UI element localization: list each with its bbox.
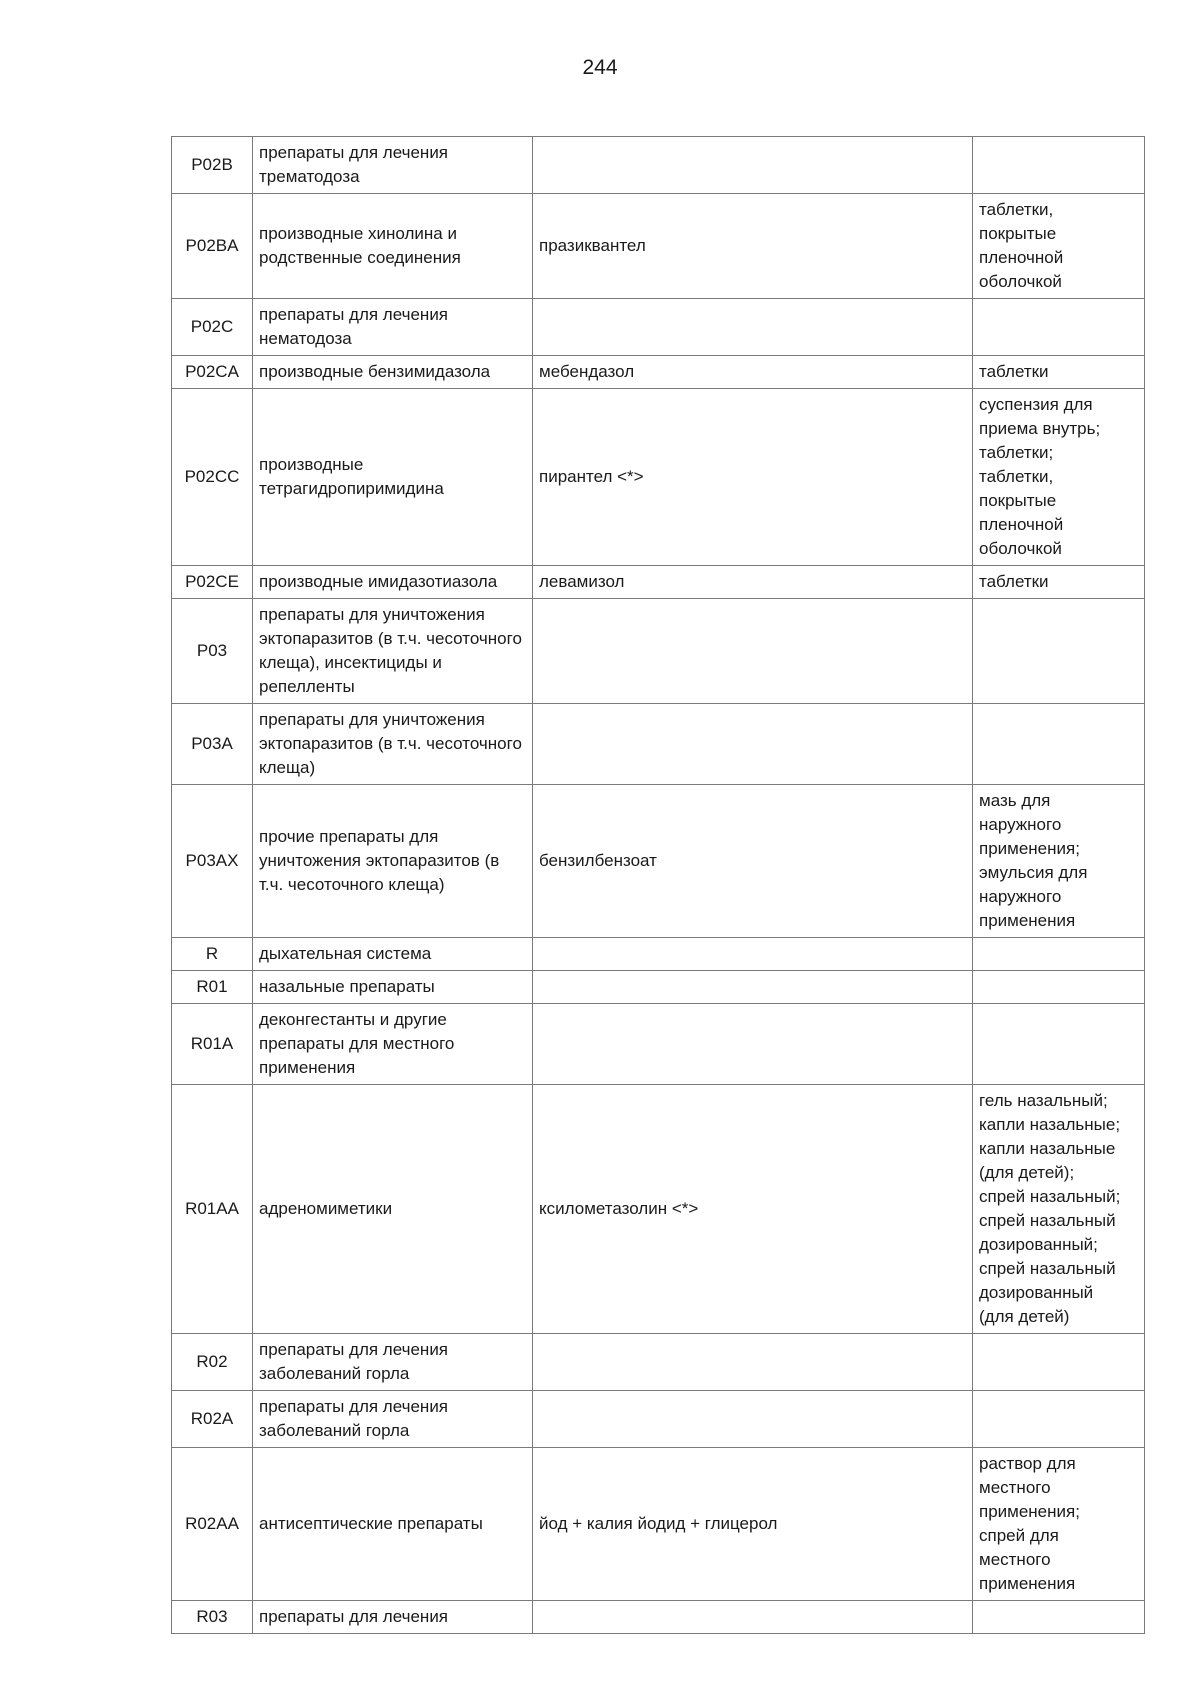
drug-name-cell: бензилбензоат [533, 785, 973, 938]
dosage-form-line: местного [979, 1550, 1051, 1569]
dosage-form-line: применения; [979, 839, 1080, 858]
dosage-form-line: применения; [979, 1502, 1080, 1521]
dosage-form-cell [973, 704, 1145, 785]
dosage-form-line: наружного [979, 887, 1062, 906]
atc-code-cell: P02CE [172, 566, 253, 599]
anatomical-group-cell: препараты для лечения нематодоза [253, 299, 533, 356]
dosage-form-line: (для детей); [979, 1163, 1075, 1182]
dosage-form-cell [973, 971, 1145, 1004]
dosage-form-line: оболочкой [979, 272, 1062, 291]
anatomical-group-cell: препараты для лечения заболеваний горла [253, 1334, 533, 1391]
drug-name-cell [533, 704, 973, 785]
atc-code-cell: R01A [172, 1004, 253, 1085]
drug-name-cell: пирантел <*> [533, 389, 973, 566]
dosage-form-cell [973, 1601, 1145, 1634]
table-row [172, 194, 1145, 299]
dosage-form-cell [973, 299, 1145, 356]
dosage-form-line: спрей назальный; [979, 1187, 1121, 1206]
dosage-form-cell [973, 1334, 1145, 1391]
dosage-form-cell [973, 566, 1145, 599]
dosage-form-line: раствор для [979, 1454, 1076, 1473]
anatomical-group-cell: препараты для лечения [253, 1601, 533, 1634]
atc-code-cell: P02C [172, 299, 253, 356]
dosage-form-line: таблетки [979, 362, 1049, 381]
dosage-form-cell [973, 137, 1145, 194]
atc-code-cell: R02 [172, 1334, 253, 1391]
atc-code-cell: R02AA [172, 1448, 253, 1601]
table-row [172, 938, 1145, 971]
anatomical-group-cell: препараты для уничтожения эктопаразитов (в т.ч. чесоточного клеща) [253, 704, 533, 785]
page-number: 244 [582, 56, 618, 79]
drug-name-cell [533, 1601, 973, 1634]
anatomical-group-cell: адреномиметики [253, 1085, 533, 1334]
atc-code-cell: R03 [172, 1601, 253, 1634]
table-row [172, 971, 1145, 1004]
anatomical-group-cell: назальные препараты [253, 971, 533, 1004]
atc-code-cell: P02CA [172, 356, 253, 389]
table-row [172, 137, 1145, 194]
drug-table [171, 136, 1145, 1634]
table-row [172, 599, 1145, 704]
anatomical-group-cell: дыхательная система [253, 938, 533, 971]
table-row [172, 356, 1145, 389]
atc-code-cell: R01AA [172, 1085, 253, 1334]
drug-name-cell: празиквантел [533, 194, 973, 299]
anatomical-group-cell: препараты для уничтожения эктопаразитов (в т.ч. чесоточного клеща), инсектициды и репелленты [253, 599, 533, 704]
table-body [172, 137, 1145, 1634]
atc-code-cell: P02CC [172, 389, 253, 566]
table-row [172, 1004, 1145, 1085]
dosage-form-line: пленочной [979, 248, 1064, 267]
anatomical-group-cell: производные бензимидазола [253, 356, 533, 389]
dosage-form-line: пленочной [979, 515, 1064, 534]
dosage-form-cell [973, 1004, 1145, 1085]
dosage-form-line: спрей назальный [979, 1259, 1116, 1278]
dosage-form-line: покрытые [979, 491, 1057, 510]
dosage-form-cell [973, 599, 1145, 704]
drug-name-cell: ксилометазолин <*> [533, 1085, 973, 1334]
dosage-form-line: оболочкой [979, 539, 1062, 558]
dosage-form-line: покрытые [979, 224, 1057, 243]
atc-code-cell: P03AX [172, 785, 253, 938]
drug-name-cell [533, 299, 973, 356]
dosage-form-line: спрей назальный [979, 1211, 1116, 1230]
anatomical-group-cell: антисептические препараты [253, 1448, 533, 1601]
drug-name-cell [533, 1004, 973, 1085]
atc-code-cell: P03A [172, 704, 253, 785]
dosage-form-line: дозированный [979, 1283, 1094, 1302]
atc-code-cell: R [172, 938, 253, 971]
drug-name-cell [533, 137, 973, 194]
drug-name-cell [533, 599, 973, 704]
dosage-form-line: приема внутрь; [979, 419, 1101, 438]
table-row [172, 1448, 1145, 1601]
dosage-form-cell [973, 785, 1145, 938]
drug-name-cell [533, 971, 973, 1004]
anatomical-group-cell: препараты для лечения трематодоза [253, 137, 533, 194]
table-row [172, 389, 1145, 566]
table-row [172, 704, 1145, 785]
dosage-form-line: гель назальный; [979, 1091, 1108, 1110]
drug-name-cell: левамизол [533, 566, 973, 599]
dosage-form-line: суспензия для [979, 395, 1093, 414]
atc-code-cell: P02B [172, 137, 253, 194]
table-row [172, 1601, 1145, 1634]
dosage-form-line: применения [979, 1574, 1076, 1593]
dosage-form-line: эмульсия для [979, 863, 1088, 882]
dosage-form-cell [973, 1448, 1145, 1601]
table-row [172, 566, 1145, 599]
dosage-form-cell [973, 938, 1145, 971]
dosage-form-line: дозированный; [979, 1235, 1098, 1254]
dosage-form-line: таблетки [979, 572, 1049, 591]
dosage-form-cell [973, 1085, 1145, 1334]
anatomical-group-cell: деконгестанты и другие препараты для местного применения [253, 1004, 533, 1085]
drug-name-cell [533, 1334, 973, 1391]
table-row [172, 1085, 1145, 1334]
dosage-form-line: применения [979, 911, 1076, 930]
table-row [172, 1391, 1145, 1448]
table-row [172, 299, 1145, 356]
dosage-form-line: таблетки; [979, 443, 1054, 462]
dosage-form-line: местного [979, 1478, 1051, 1497]
dosage-form-line: наружного [979, 815, 1062, 834]
dosage-form-cell [973, 356, 1145, 389]
drug-name-cell [533, 938, 973, 971]
anatomical-group-cell: производные имидазотиазола [253, 566, 533, 599]
dosage-form-line: (для детей) [979, 1307, 1070, 1326]
dosage-form-cell [973, 389, 1145, 566]
dosage-form-line: капли назальные; [979, 1115, 1121, 1134]
drug-name-cell: мебендазол [533, 356, 973, 389]
dosage-form-line: таблетки, [979, 200, 1054, 219]
dosage-form-cell [973, 194, 1145, 299]
anatomical-group-cell: препараты для лечения заболеваний горла [253, 1391, 533, 1448]
table-row [172, 785, 1145, 938]
drug-name-cell [533, 1391, 973, 1448]
atc-code-cell: P03 [172, 599, 253, 704]
dosage-form-cell [973, 1391, 1145, 1448]
dosage-form-line: спрей для [979, 1526, 1059, 1545]
atc-code-cell: R01 [172, 971, 253, 1004]
anatomical-group-cell: производные хинолина и родственные соединения [253, 194, 533, 299]
atc-code-cell: P02BA [172, 194, 253, 299]
anatomical-group-cell: прочие препараты для уничтожения эктопаразитов (в т.ч. чесоточного клеща) [253, 785, 533, 938]
atc-code-cell: R02A [172, 1391, 253, 1448]
anatomical-group-cell: производные тетрагидропиримидина [253, 389, 533, 566]
drug-name-cell: йод + калия йодид + глицерол [533, 1448, 973, 1601]
dosage-form-line: капли назальные [979, 1139, 1116, 1158]
dosage-form-line: таблетки, [979, 467, 1054, 486]
table-row [172, 1334, 1145, 1391]
dosage-form-line: мазь для [979, 791, 1051, 810]
